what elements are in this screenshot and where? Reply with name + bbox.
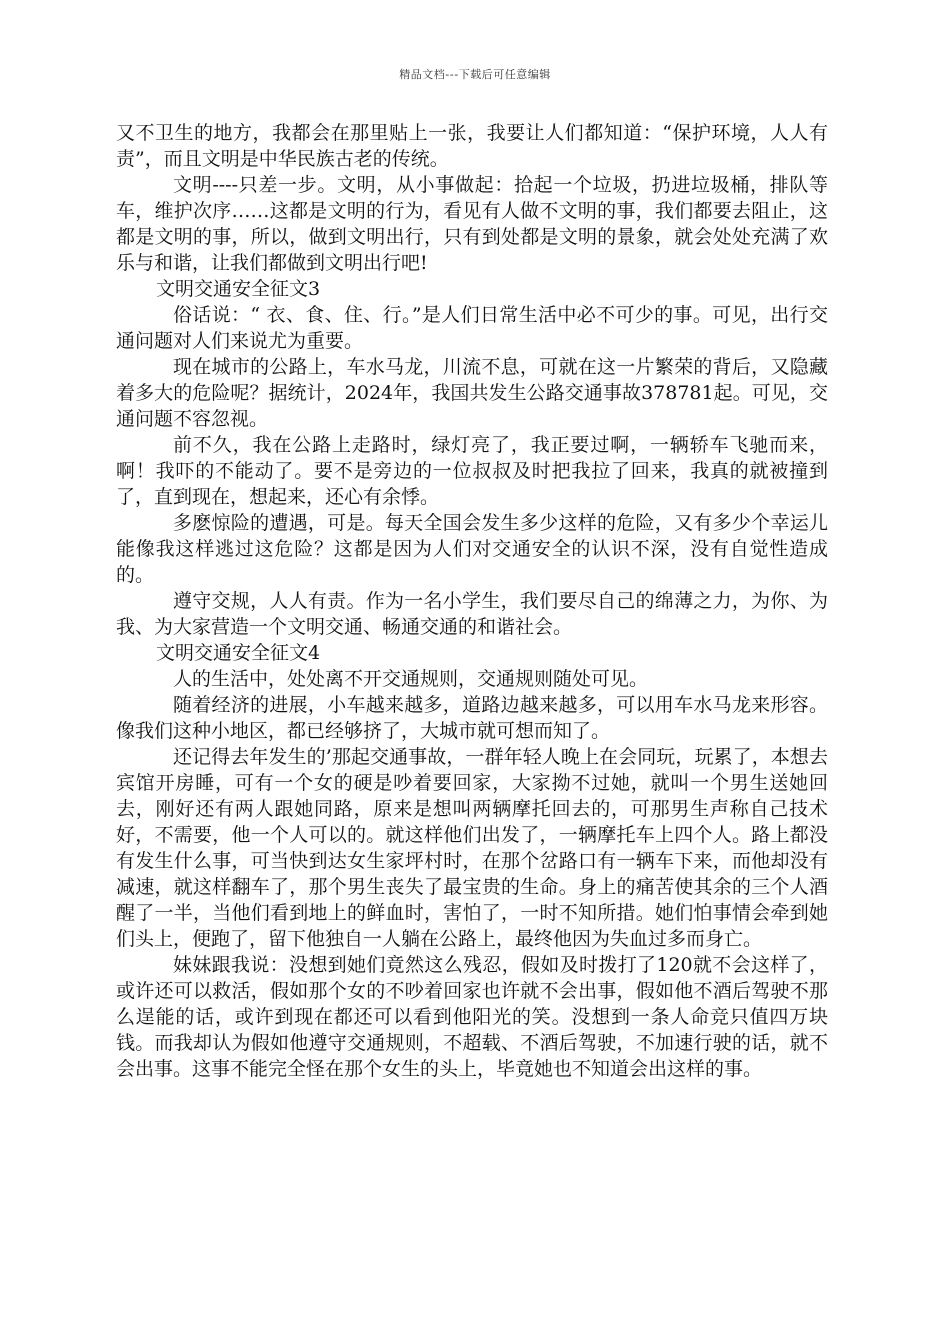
document-body <box>116 120 828 1082</box>
paragraph: 遵守交规，人人有责。作为一名小学生，我们要尽自己的绵薄之力，为你、为我、为大家营造一个文明交通、畅通交通的和谐社会。 <box>116 590 828 638</box>
section-heading: 文明交通安全征文4 <box>156 642 321 664</box>
paragraph: 还记得去年发生的’那起交通事故，一群年轻人晚上在会同玩，玩累了，本想去宾馆开房睡，可有一个女的硬是吵着要回家，大家拗不过她，就叫一个男生送她回去，刚好还有两人跟她同路，原来是想叫两辆摩托回去的，可那男生声称自己技术好，不需要，他一个人可以的。就这样他们出发了，一辆摩托车上四个人。路上都没有发生什么事，可当快到达女生家坪村时，在那个岔路口有一辆车下来，而他却没有减速，就这样翻车了，那个男生丧失了最宝贵的生命。身上的痛苦使其余的三个人酒醒了一半，当他们看到地上的鲜血时，害怕了，一时不知所措。她们怕事情会牵到她们头上，便跑了，留下他独自一人躺在公路上，最终他因为失血过多而身亡。 <box>116 746 828 950</box>
page-header: 精品文档---下载后可任意编辑 <box>399 68 551 81</box>
paragraph: 妹妹跟我说：没想到她们竟然这么残忍，假如及时拨打了120就不会这样了，或许还可以救活，假如那个女的不吵着回家也许就不会出事，假如他不酒后驾驶不那么逞能的话，或许到现在都还可以看到他阳光的笑。没想到一条人命竞只值四万块钱。而我却认为假如他遵守交通规则，不超载、不酒后驾驶，不加速行驶的话，就不会出事。这事不能完全怪在那个女生的头上，毕竟她也不知道会出这样的事。 <box>116 954 828 1080</box>
paragraph: 俗话说：“ 衣、食、住、行。”是人们日常生活中必不可少的事。可见，出行交通问题对人们来说尤为重要。 <box>116 304 828 352</box>
paragraph: 人的生活中，处处离不开交通规则，交通规则随处可见。 <box>173 668 649 690</box>
paragraph: 文明----只差一步。文明，从小事做起：拾起一个垃圾，扔进垃圾桶，排队等车，维护次序……这都是文明的行为，看见有人做不文明的事，我们都要去阻止，这都是文明的事，所以，做到文明出行，只有到处都是文明的景象，就会处处充满了欢乐与和谐，让我们都做到文明出行吧! <box>116 174 828 274</box>
paragraph: 现在城市的公路上，车水马龙，川流不息，可就在这一片繁荣的背后，又隐藏着多大的危险呢？据统计，2024年，我国共发生公路交通事故378781起。可见，交通问题不容忽视。 <box>116 356 828 430</box>
paragraph: 前不久，我在公路上走路时，绿灯亮了，我正要过啊，一辆轿车飞驰而来，啊！我吓的不能动了。要不是旁边的一位叔叔及时把我拉了回来，我真的就被撞到了，直到现在，想起来，还心有余悸。 <box>116 434 828 508</box>
section-heading: 文明交通安全征文3 <box>156 278 321 300</box>
paragraph: 多麽惊险的遭遇，可是。每天全国会发生多少这样的危险，又有多少个幸运儿能像我这样逃过这危险？这都是因为人们对交通安全的认识不深，没有自觉性造成的。 <box>116 512 828 586</box>
paragraph: 又不卫生的地方，我都会在那里贴上一张，我要让人们都知道：“保护环境，人人有责”，而且文明是中华民族古老的传统。 <box>116 122 828 170</box>
paragraph: 随着经济的进展，小车越来越多，道路边越来越多，可以用车水马龙来形容。像我们这种小地区，都已经够挤了，大城市就可想而知了。 <box>116 694 828 742</box>
